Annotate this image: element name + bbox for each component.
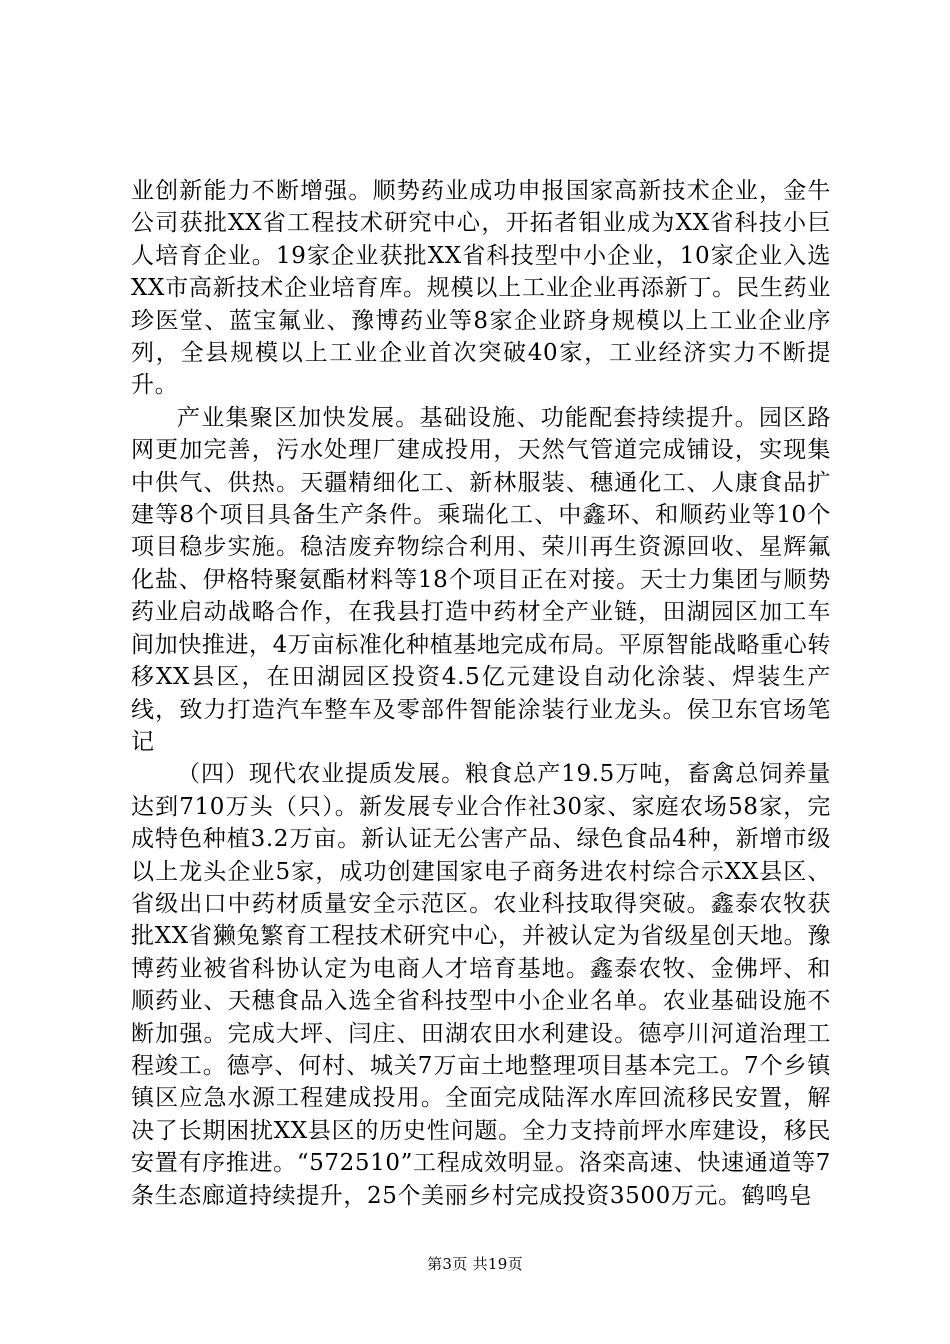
paragraph-industrial-cluster: 产业集聚区加快发展。基础设施、功能配套持续提升。园区路网更加完善，污水处理厂建成投用，天然气管道完成铺设，实现集中供气、供热。天疆精细化工、新林服装、穗通化工、人康食品扩建等8个项目具备生产条件。乘瑞化工、中鑫环、和顺药业等10个项目稳步实施。稳洁废弃物综合利用、荣川再生资源回收、星辉氟化盐、伊格特聚氨酯材料等18个项目正在对接。天士力集团与顺势药业启动战略合作，在我县打造中药材全产业链，田湖园区加工车间加快推进，4万亩标准化种植基地完成布局。平原智能战略重心转移XX县区，在田湖园区投资4.5亿元建设自动化涂装、焊装生产线，致力打造汽车整车及零部件智能涂装行业龙头。侯卫东官场笔记	[131, 404, 831, 755]
page-footer	[0, 1254, 950, 1274]
page-number: 第3页 共19页	[427, 1255, 523, 1273]
document-body	[131, 175, 831, 1212]
paragraph-industry-innovation: 业创新能力不断增强。顺势药业成功申报国家高新技术企业，金牛公司获批XX省工程技术研究中心，开拓者钼业成为XX省科技小巨人培育企业。19家企业获批XX省科技型中小企业，10家企业入选XX市高新技术企业培育库。规模以上工业企业再添新丁。民生药业珍医堂、蓝宝氟业、豫博药业等8家企业跻身规模以上工业企业序列，全县规模以上工业企业首次突破40家，工业经济实力不断提升。	[131, 178, 831, 399]
paragraph-modern-agriculture: （四）现代农业提质发展。粮食总产19.5万吨，畜禽总饲养量达到710万头（只）。新发展专业合作社30家、家庭农场58家，完成特色种植3.2万亩。新认证无公害产品、绿色食品4种，新增市级以上龙头企业5家，成功创建国家电子商务进农村综合示XX县区、省级出口中药材质量安全示范区。农业科技取得突破。鑫泰农牧获批XX省獭兔繁育工程技术研究中心，并被认定为省级星创天地。豫博药业被省科协认定为电商人才培育基地。鑫泰农牧、金佛坪、和顺药业、天穗食品入选全省科技型中小企业名单。农业基础设施不断加强。完成大坪、闫庄、田湖农田水利建设。德亭川河道治理工程竣工。德亭、何村、城关7万亩土地整理项目基本完工。7个乡镇镇区应急水源工程建成投用。全面完成陆浑水库回流移民安置，解决了长期困扰XX县区的历史性问题。全力支持前坪水库建设，移民安置有序推进。“572510”工程成效明显。洛栾高速、快速通道等7条生态廊道持续提升，25个美丽乡村完成投资3500万元。鹤鸣皂	[131, 761, 831, 1209]
